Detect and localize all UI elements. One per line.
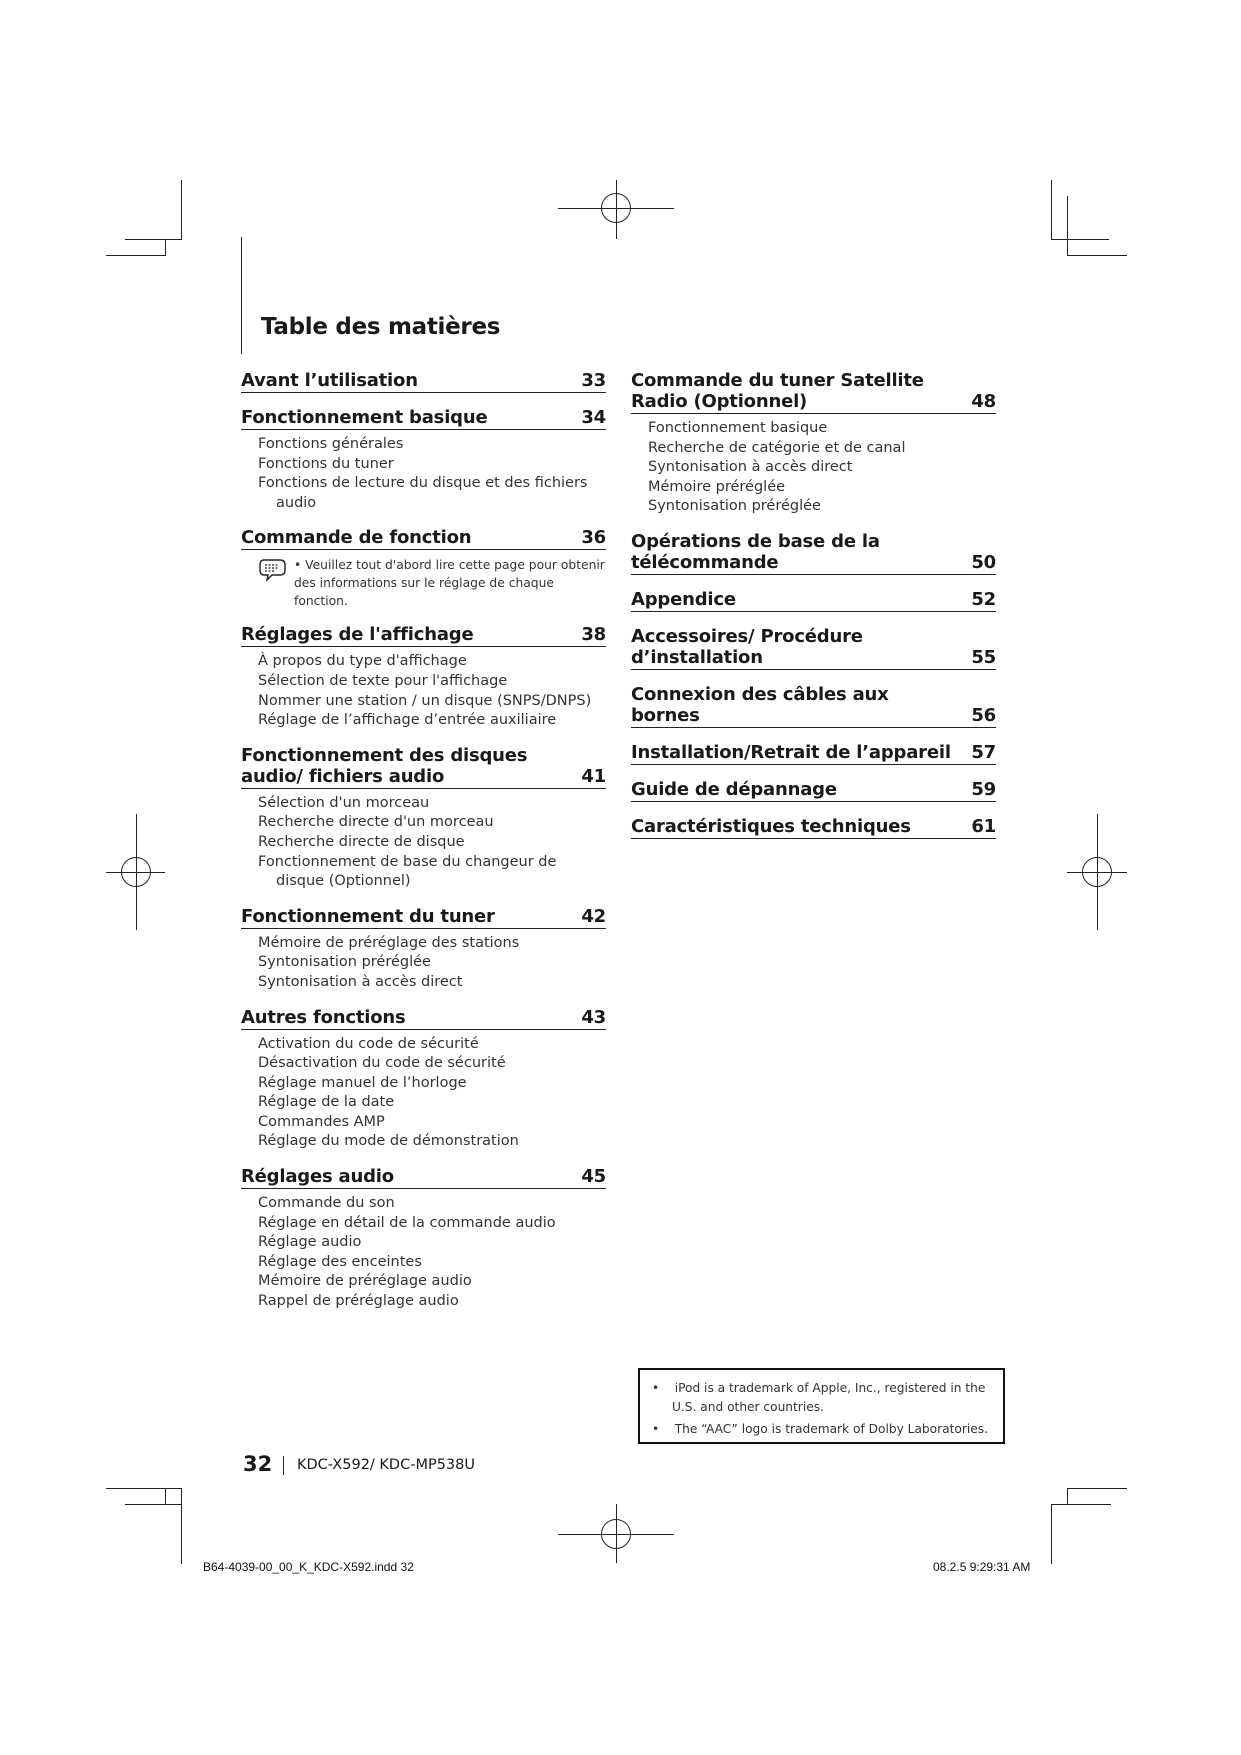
toc-heading-title: Fonctionnement des disques audio/ fichiers audio <box>241 744 528 787</box>
toc-section <box>631 626 996 670</box>
toc-page-number: 41 <box>581 765 606 787</box>
page-number: 32 <box>243 1452 273 1476</box>
toc-subitem[interactable]: Activation du code de sécurité <box>258 1035 479 1052</box>
toc-heading-title: Installation/Retrait de l’appareil <box>631 741 951 763</box>
toc-heading[interactable] <box>631 684 996 728</box>
toc-note <box>241 550 606 610</box>
toc-heading[interactable] <box>241 1166 606 1189</box>
toc-page-number: 33 <box>581 370 606 391</box>
toc-heading-title: Commande de fonction <box>241 527 472 549</box>
toc-subitem[interactable]: Réglage de la date <box>258 1094 395 1111</box>
slug-timestamp: 08.2.5 9:29:31 AM <box>933 1560 1031 1574</box>
toc-section <box>631 779 996 802</box>
toc-subitems <box>241 1189 606 1312</box>
toc-heading[interactable] <box>241 370 606 393</box>
toc-subitem[interactable]: Fonctionnement de base du changeur de disque (Optionnel) <box>258 853 557 890</box>
toc-subitem[interactable]: Fonctions générales <box>258 436 404 452</box>
toc-subitem[interactable]: Syntonisation préréglée <box>258 954 431 971</box>
toc-heading-title: Réglages audio <box>241 1166 394 1188</box>
toc-page-number: 48 <box>971 391 996 412</box>
toc-page-number: 38 <box>581 624 606 646</box>
toc-heading[interactable] <box>241 1007 606 1030</box>
toc-subitem[interactable]: Recherche de catégorie et de canal <box>648 439 906 456</box>
toc-heading-title: Fonctionnement basique <box>241 407 488 428</box>
toc-heading[interactable] <box>241 745 606 789</box>
toc-subitem[interactable]: Sélection d'un morceau <box>258 794 430 811</box>
toc-subitem[interactable]: Réglage audio <box>258 1234 362 1251</box>
toc-page-number: 56 <box>971 704 996 726</box>
model-name: KDC-X592/ KDC-MP538U <box>297 1457 475 1473</box>
toc-heading-title: Avant l’utilisation <box>241 370 418 391</box>
toc-page-number: 42 <box>581 905 606 927</box>
toc-section <box>631 370 996 517</box>
toc-subitem[interactable]: Syntonisation préréglée <box>648 498 821 515</box>
toc-heading[interactable] <box>631 742 996 765</box>
toc-section <box>241 1007 606 1153</box>
toc-subitem[interactable]: Fonctions du tuner <box>258 455 394 472</box>
toc-heading[interactable] <box>631 589 996 612</box>
toc-heading-title: Appendice <box>631 588 736 610</box>
toc-heading-title: Réglages de l'affichage <box>241 624 474 646</box>
toc-subitem[interactable]: Rappel de préréglage audio <box>258 1293 459 1310</box>
trademark-notice <box>638 1368 1005 1444</box>
toc-subitems <box>241 430 606 513</box>
toc-subitem[interactable]: Fonctions de lecture du disque et des fichiers audio <box>258 475 588 511</box>
page-title: Table des matières <box>261 314 501 340</box>
toc-section <box>241 906 606 993</box>
toc-subitem[interactable]: Mémoire préréglée <box>648 478 786 495</box>
toc-section <box>631 816 996 839</box>
toc-left-column <box>241 370 606 1326</box>
toc-section <box>631 742 996 765</box>
toc-right-column <box>631 370 996 853</box>
slug-file: B64-4039-00_00_K_KDC-X592.indd 32 <box>203 1560 414 1574</box>
toc-subitems <box>241 1030 606 1153</box>
toc-subitem[interactable]: Désactivation du code de sécurité <box>258 1055 506 1072</box>
toc-note-text: • Veuillez tout d'abord lire cette page pour obtenir des informations sur le réglage de chaque fonction. <box>294 558 605 609</box>
toc-heading-title: Accessoires/ Procédure d’installation <box>631 625 863 668</box>
toc-heading-title: Commande du tuner Satellite Radio (Optionnel) <box>631 370 924 412</box>
toc-page-number: 57 <box>971 741 996 763</box>
toc-subitem[interactable]: Fonctionnement basique <box>648 420 828 436</box>
toc-subitem[interactable]: Recherche directe d'un morceau <box>258 814 494 831</box>
toc-section <box>241 407 606 513</box>
toc-section <box>241 745 606 892</box>
toc-subitems <box>631 414 996 517</box>
toc-page-number: 45 <box>581 1166 606 1188</box>
toc-page-number: 50 <box>971 551 996 573</box>
toc-subitems <box>241 789 606 892</box>
toc-heading[interactable] <box>631 626 996 670</box>
toc-subitem[interactable]: Réglage de l’affichage d’entrée auxiliaire <box>258 712 557 729</box>
toc-section <box>241 1166 606 1312</box>
toc-heading[interactable] <box>631 816 996 839</box>
toc-page-number: 36 <box>581 527 606 549</box>
toc-heading[interactable] <box>631 370 996 414</box>
footer-divider <box>283 1456 284 1475</box>
toc-subitems <box>241 647 606 730</box>
toc-page-number: 55 <box>971 646 996 668</box>
toc-subitem[interactable]: Réglage des enceintes <box>258 1253 422 1270</box>
toc-subitem[interactable]: Recherche directe de disque <box>258 833 465 850</box>
toc-heading-title: Autres fonctions <box>241 1006 406 1028</box>
toc-heading[interactable] <box>241 624 606 647</box>
toc-heading-title: Guide de dépannage <box>631 778 837 800</box>
toc-subitems <box>241 929 606 993</box>
toc-subitem[interactable]: Réglage en détail de la commande audio <box>258 1214 556 1231</box>
toc-subitem[interactable]: Réglage du mode de démonstration <box>258 1133 519 1150</box>
toc-subitem[interactable]: Nommer une station / un disque (SNPS/DNPS) <box>258 692 592 709</box>
toc-section <box>631 531 996 575</box>
toc-heading-title: Connexion des câbles aux bornes <box>631 683 889 726</box>
toc-page-number: 52 <box>971 588 996 610</box>
note-icon <box>258 557 288 583</box>
toc-section <box>241 624 606 730</box>
trademark-item: • The “AAC” logo is trademark of Dolby Laboratories. <box>652 1422 988 1436</box>
toc-subitem[interactable]: Mémoire de préréglage audio <box>258 1273 472 1290</box>
toc-subitem[interactable]: À propos du type d'affichage <box>258 653 467 670</box>
trademark-item: • iPod is a trademark of Apple, Inc., registered in the U.S. and other countries. <box>652 1381 986 1414</box>
toc-page-number: 61 <box>971 815 996 837</box>
toc-page-number: 59 <box>971 778 996 800</box>
toc-heading[interactable] <box>241 527 606 550</box>
toc-heading-title: Opérations de base de la télécommande <box>631 530 880 573</box>
toc-subitem[interactable]: Mémoire de préréglage des stations <box>258 934 520 951</box>
toc-heading-title: Fonctionnement du tuner <box>241 905 495 927</box>
toc-page-number: 43 <box>581 1006 606 1028</box>
toc-section <box>631 589 996 612</box>
toc-heading[interactable] <box>241 407 606 430</box>
toc-heading[interactable] <box>631 779 996 802</box>
toc-subitem[interactable]: Syntonisation à accès direct <box>258 973 463 990</box>
toc-subitem[interactable]: Sélection de texte pour l'affichage <box>258 672 508 689</box>
title-rule <box>241 237 242 354</box>
toc-heading-title: Caractéristiques techniques <box>631 815 911 837</box>
toc-subitem[interactable]: Commandes AMP <box>258 1113 385 1130</box>
toc-heading[interactable] <box>631 531 996 575</box>
toc-page-number: 34 <box>581 407 606 428</box>
toc-heading[interactable] <box>241 906 606 929</box>
toc-subitem[interactable]: Commande du son <box>258 1195 395 1212</box>
toc-section <box>241 370 606 393</box>
toc-subitem[interactable]: Syntonisation à accès direct <box>648 459 853 476</box>
toc-subitem[interactable]: Réglage manuel de l’horloge <box>258 1074 467 1091</box>
toc-section <box>241 527 606 610</box>
toc-section <box>631 684 996 728</box>
